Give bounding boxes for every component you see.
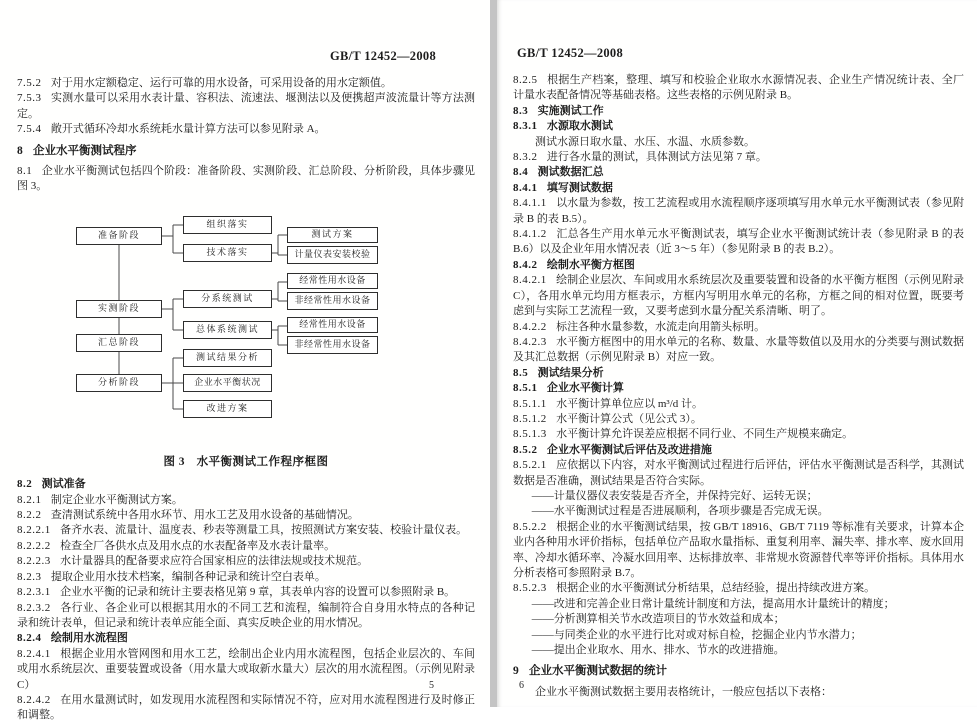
clause-list-bottom	[17, 477, 475, 724]
flow-box-result-analysis: 测试结果分析	[183, 349, 272, 367]
clause-text: 检查全厂各供水点及用水点的水表配备率及水表计量率。	[60, 539, 336, 552]
clause-number: 8.4.2.2	[513, 320, 547, 333]
clause-number: 8.2.3	[17, 570, 42, 583]
clause-8.2.4.2	[17, 693, 475, 724]
clause-7.5.4	[17, 122, 475, 137]
clause-8.5	[513, 366, 964, 381]
clause-8.4.2.2	[513, 320, 964, 335]
paragraph	[513, 685, 964, 700]
flow-box-org-implement: 组织落实	[183, 216, 272, 234]
clause-number: 8.2.2.1	[17, 524, 51, 537]
clause-number: 8.5.1	[513, 382, 538, 395]
clause-text: 企业水平衡的记录和统计主要表格见第 9 章，其表单内容的设置可以参照附录 B。	[60, 586, 456, 599]
standard-code-header: GB/T 12452—2008	[517, 46, 624, 60]
flow-box-measure-stage: 实测阶段	[76, 300, 162, 318]
clause-number: 8.4.1.2	[513, 228, 547, 241]
clause-text: 实测水量可以采用水表计量、容积法、流速法、堰测法以及便携超声波流量计等方法测定。	[17, 92, 475, 120]
flow-box-irregular-equipment-1: 非经常性用水设备	[287, 292, 378, 310]
clause-number: 8.5.2.1	[513, 459, 547, 472]
clause-number: 8.5.2.2	[513, 520, 547, 533]
flow-box-subsystem-test: 分系统测试	[183, 290, 272, 308]
clause-text: 在用水量测试时，如发现用水流程图和实际情况不符，应对用水流程图进行及时修正和调整。	[17, 693, 475, 722]
clause-8.5.1.2	[513, 412, 964, 427]
flow-box-regular-equipment-1: 经常性用水设备	[287, 273, 378, 289]
clause-text: 进行各水量的测试，具体测试方法见第 7 章。	[546, 151, 767, 164]
clause-number: 7.5.2	[17, 77, 42, 89]
clause-number: 8.2.4.2	[17, 693, 51, 706]
clause-number: 8.2.5	[513, 74, 538, 86]
clause-8.4.2.3	[513, 335, 964, 366]
clause-7.5.3	[17, 91, 475, 122]
clause-text: 企业水平衡测试数据的统计	[529, 665, 668, 678]
clause-8.2.1	[17, 493, 475, 508]
clause-number: 8.2.3.1	[17, 586, 51, 599]
clause-8.4.1.1	[513, 196, 964, 227]
page-number-6: 6	[519, 680, 524, 691]
flow-box-total-system-test: 总体系统测试	[183, 321, 272, 339]
clause-text: ——计量仪器仪表安装是否齐全，并保持完好、运转无误；	[531, 489, 818, 502]
flow-box-balance-status: 企业水平衡状况	[183, 374, 272, 392]
clause-text: 根据企业用水管网图和用水工艺，绘制出企业内用水流程图，包括企业层次的、车间或用水系统层次、重要装置或设备（用水量大或取新水量大）层次的用水流程图。（示例见附录 C）	[17, 647, 475, 691]
clause-8.5.1.3	[513, 427, 964, 442]
clause-8.2.4	[17, 631, 475, 646]
clause-number: 8.2.4	[17, 632, 42, 645]
clause-8.3.2	[513, 150, 964, 165]
paragraph	[513, 597, 964, 612]
clause-text: ——提出企业取水、用水、排水、节水的改进措施。	[531, 644, 785, 657]
standard-code-header: GB/T 12452—2008	[329, 49, 436, 63]
clause-text: 绘制水平衡方框图	[546, 258, 635, 271]
clause-8.2.3.1	[17, 585, 475, 600]
flow-box-irregular-equipment-2: 非经常性用水设备	[287, 336, 378, 354]
clause-7.5.2	[17, 76, 475, 91]
clause-text: 各行业、各企业可以根据其用水的不同工艺和流程，编制符合自身用水特点的各种记录和统计表单，但记录和统计表单应能全面、真实反映企业的用水情况。	[17, 601, 475, 629]
clause-text: ——分析测算相关节水改造项目的节水效益和成本；	[531, 613, 785, 626]
clause-text: 制定企业水平衡测试方案。	[50, 493, 183, 506]
clause-8.5.1.1	[513, 397, 964, 412]
clause-number: 8.2.2.3	[17, 555, 51, 568]
clause-8.2.2	[17, 508, 475, 523]
clause-8.2.2.2	[17, 539, 475, 554]
clause-text: 敞开式循环冷却水系统耗水量计算方法可以参见附录 A。	[50, 123, 326, 136]
clause-text: 以水量为参数，按工艺流程或用水流程顺序逐项填写用水单元水平衡测试表（参见附录 B 的表 B.5）。	[513, 197, 964, 225]
clause-number: 8.4.2	[513, 258, 538, 271]
clause-number: 8.2.1	[17, 493, 42, 506]
clause-text: 水计量器具的配备要求应符合国家相应的法律法规或技术规范。	[60, 555, 369, 568]
figure3-caption	[17, 455, 475, 470]
clause-text: 企业水平衡测试后评估及改进措施	[546, 443, 712, 456]
flow-box-summary-stage: 汇总阶段	[76, 334, 162, 352]
clause-number: 8.4.2.1	[513, 274, 547, 287]
clause-text: 水源取水测试	[546, 120, 613, 133]
clause-8.2.2.1	[17, 523, 475, 538]
clause-number: 7.5.3	[17, 92, 42, 105]
clause-text: ——与同类企业的水平进行比对或对标自检，挖掘企业内节水潜力；	[531, 628, 862, 641]
clause-8.4.2	[513, 258, 964, 273]
clause-number: 8.3	[513, 104, 529, 117]
figure3-caption-title: 水平衡测试工作程序框图	[196, 455, 329, 468]
clause-text: 测试水源日取水量、水压、水温、水质参数。	[535, 135, 755, 148]
page-6	[497, 0, 977, 707]
clause-number: 8.3.1	[513, 120, 538, 133]
clause-text: 测试数据汇总	[537, 166, 604, 179]
clause-number: 8.5.1.3	[513, 428, 547, 441]
clause-text: ——水平衡测试过程是否进展顺利，各项步骤是否完成无误。	[531, 505, 829, 518]
clause-text: 企业水平衡测试程序	[33, 144, 137, 157]
clause-number: 8.5	[513, 366, 529, 379]
clause-number: 7.5.4	[17, 123, 42, 136]
flow-box-improve-plan: 改进方案	[183, 400, 272, 418]
clause-8	[17, 144, 475, 159]
clause-number: 8.2.3.2	[17, 601, 51, 614]
clause-8.2.5	[513, 73, 964, 104]
clause-text: 测试准备	[41, 478, 86, 491]
clause-8.3	[513, 104, 964, 119]
clause-8.2.2.3	[17, 554, 475, 569]
clause-8.4.1.2	[513, 227, 964, 258]
flow-box-meter-install-check: 计量仪表安装校验	[287, 246, 378, 264]
clause-text: 企业水平衡测试数据主要用表格统计，一般应包括以下表格：	[535, 685, 832, 698]
clause-8.1	[17, 164, 475, 195]
clause-8.3.1	[513, 119, 964, 134]
clause-number: 8.2.4.1	[17, 647, 51, 660]
clause-number: 8.4.1.1	[513, 197, 547, 210]
page-number-5: 5	[429, 680, 434, 691]
clause-number: 8.2.2	[17, 509, 42, 522]
clause-text: 绘制企业层次、车间或用水系统层次及重要装置和设备的水平衡方框图（示例见附录 C），各用水单元均用方框表示，方框内写明用水单元的名称，方框之间的相对位置，既要考虑到与实际工艺流程一致，又要考虑到水量分配关系清晰、明了。	[513, 274, 964, 318]
clause-number: 8.2	[17, 478, 33, 491]
page-6-content	[513, 73, 964, 700]
paragraph	[513, 504, 964, 519]
page-gutter-divider	[490, 0, 497, 707]
clause-text: 企业水平衡计算	[546, 382, 624, 395]
clause-number: 8	[17, 144, 24, 157]
flow-box-prepare-stage: 准备阶段	[76, 227, 162, 245]
clause-number: 8.4.1	[513, 181, 538, 194]
paragraph	[513, 135, 964, 150]
clause-8.2.3.2	[17, 601, 475, 632]
clause-text: ——改进和完善企业日常计量统计制度和方法，提高用水计量统计的精度；	[531, 597, 895, 610]
clause-text: 提取企业用水技术档案，编制各种记录和统计空白表单。	[50, 570, 326, 583]
clause-number: 8.1	[17, 165, 33, 178]
flow-box-analyze-stage: 分析阶段	[76, 374, 162, 392]
clause-8.2.3	[17, 570, 475, 585]
clause-8.5.2	[513, 443, 964, 458]
clause-list-top	[17, 76, 475, 195]
clause-8.4	[513, 165, 964, 180]
clause-8.5.2.1	[513, 458, 964, 489]
flow-box-tech-implement: 技术落实	[183, 244, 272, 262]
page-5-content	[17, 76, 475, 724]
clause-number: 8.2.2.2	[17, 539, 51, 552]
clause-number: 8.5.2	[513, 443, 538, 456]
clause-text: 水平衡方框图中的用水单元的名称、数量、水量等数值以及用水的分类要与测试数据及其汇总数据（示例见附录 B）对应一致。	[513, 335, 964, 364]
figure3-caption-label: 图 3	[163, 455, 186, 468]
paragraph	[513, 489, 964, 504]
clause-8.5.2.2	[513, 520, 964, 582]
clause-text: 实施测试工作	[537, 104, 604, 117]
clause-8.2	[17, 477, 475, 492]
clause-number: 8.4	[513, 166, 529, 179]
clause-text: 对于用水定额稳定、运行可靠的用水设备，可采用设备的用水定额值。	[50, 77, 392, 89]
clause-text: 企业水平衡测试包括四个阶段：准备阶段、实测阶段、汇总阶段、分析阶段，具体步骤见图 3。	[17, 165, 475, 193]
clause-text: 根据企业的水平衡测试分析结果，总结经验，提出持续改进方案。	[556, 582, 876, 595]
clause-text: 根据生产档案，整理、填写和校验企业取水水源情况表、企业生产情况统计表、全厂计量水表配备情况等基础表格。这些表格的示例见附录 B。	[513, 74, 964, 102]
clause-text: 备齐水表、流量计、温度表、秒表等测量工具，按照测试方案安装、校验计量仪表。	[60, 524, 468, 537]
clause-text: 查清测试系统中各用水环节、用水工艺及用水设备的基础情况。	[50, 509, 359, 522]
clause-text: 汇总各生产用水单元水平衡测试表，填写企业水平衡测试统计表（参见附录 B 的表 B.6）以及企业年用水情况表（近 3～5 年）（参见附录 B 的表 B.2）。	[513, 228, 964, 256]
clause-number: 8.5.1.1	[513, 397, 547, 410]
paragraph	[513, 643, 964, 658]
clause-9	[513, 664, 964, 679]
clause-number: 8.4.2.3	[513, 335, 547, 348]
figure3-flowchart	[17, 203, 473, 451]
clause-number: 8.5.1.2	[513, 412, 547, 425]
clause-8.5.1	[513, 381, 964, 396]
clause-text: 测试结果分析	[537, 366, 604, 379]
clause-8.5.2.3	[513, 581, 964, 596]
flow-box-regular-equipment-2: 经常性用水设备	[287, 317, 378, 333]
clause-number: 9	[513, 665, 520, 678]
clause-8.2.4.1	[17, 647, 475, 693]
clause-text: 根据企业的水平衡测试结果，按 GB/T 18916、GB/T 7119 等标准有关要求，计算本企业内各种用水评价指标，包括单位产品取水量指标、重复利用率、漏失率、排水率、废水回用率、冷却水循环率、冷凝水回用率、达标排放率、非常规水资源替代率等评价指标。具体用水分析表格可参照附录 B.7。	[513, 520, 964, 579]
clause-text: 标注各种水量参数，水流走向用箭头标明。	[556, 320, 766, 333]
clause-text: 水平衡计算单位应以 m³/d 计。	[556, 397, 704, 410]
clause-number: 8.5.2.3	[513, 582, 547, 595]
paragraph	[513, 612, 964, 627]
clause-text: 填写测试数据	[546, 181, 613, 194]
clause-text: 水平衡计算公式（见公式 3）。	[556, 412, 702, 425]
clause-8.4.2.1	[513, 273, 964, 319]
clause-list	[513, 73, 964, 700]
clause-text: 应依据以下内容，对水平衡测试过程进行后评估，评估水平衡测试是否科学，其测试数据是否准确，测试结果是否符合实际。	[513, 459, 964, 487]
clause-text: 水平衡计算允许误差应根据不同行业、不同生产规模来确定。	[556, 428, 854, 441]
clause-text: 绘制用水流程图	[50, 632, 128, 645]
clause-number: 8.3.2	[513, 151, 538, 164]
paragraph	[513, 628, 964, 643]
clause-8.4.1	[513, 181, 964, 196]
flow-box-test-plan: 测试方案	[287, 227, 378, 243]
